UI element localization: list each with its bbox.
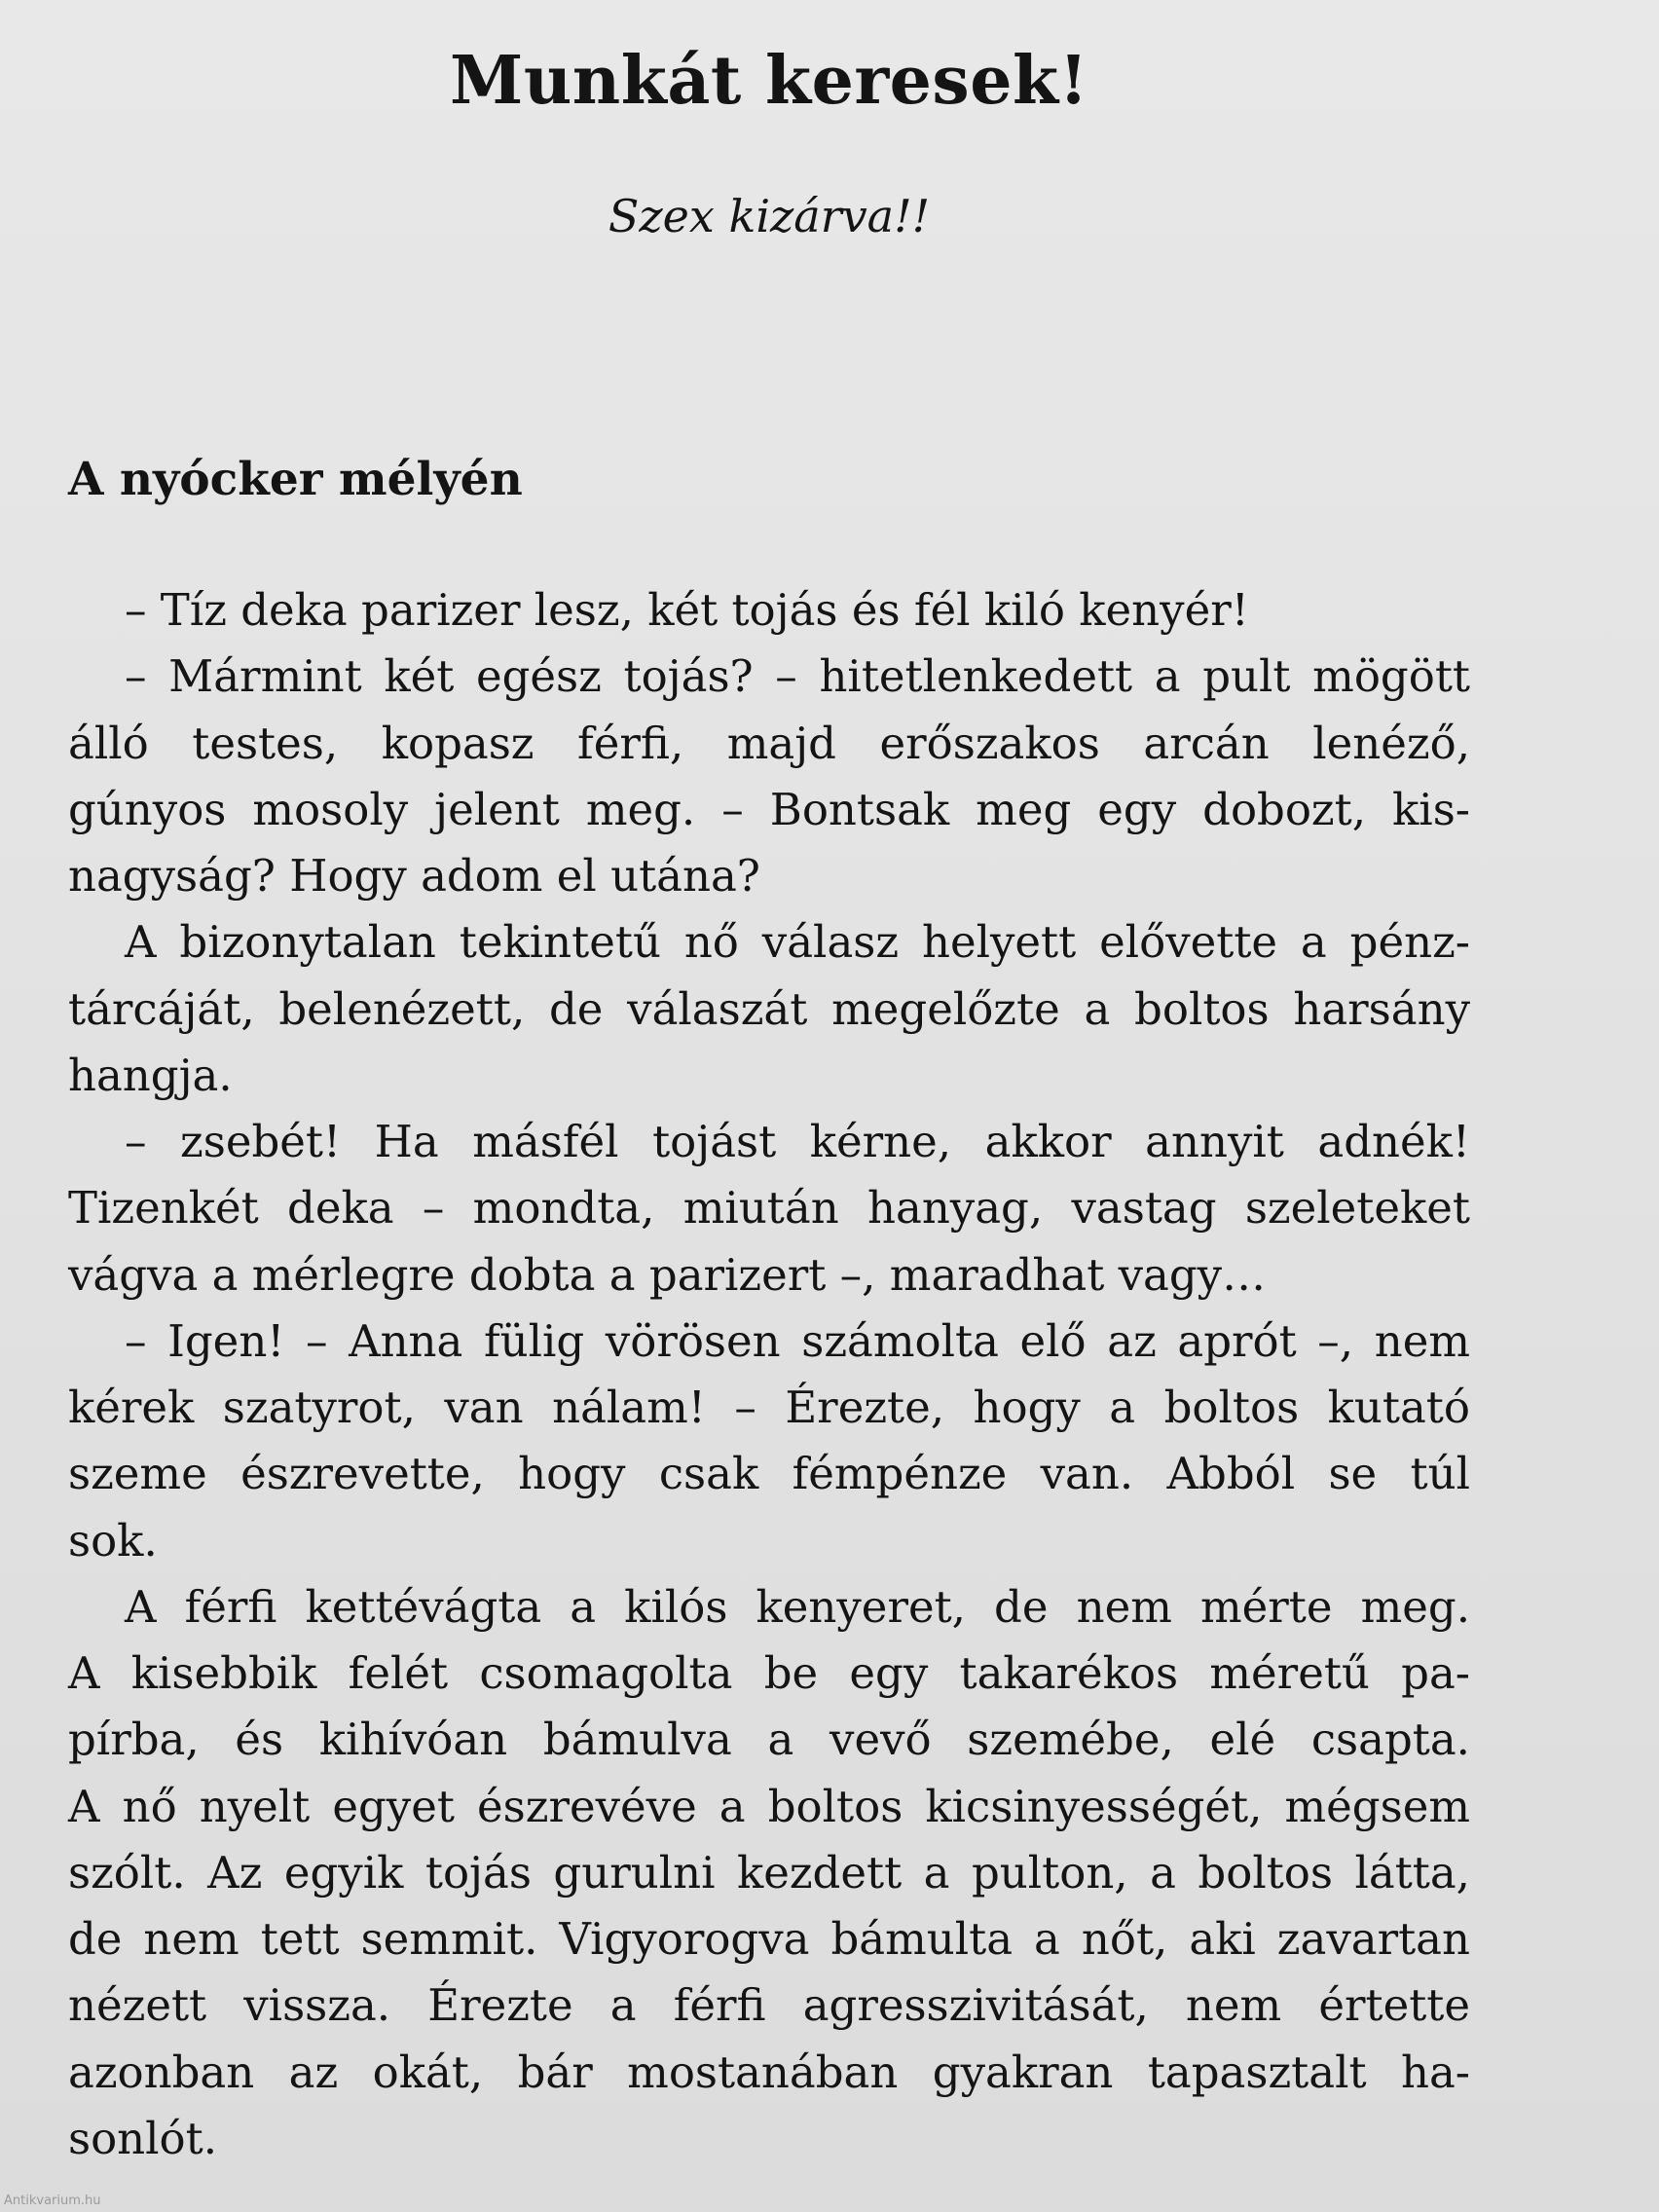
text-line: vágva a mérlegre dobta a parizert –, maradhat vagy… (68, 1248, 1267, 1301)
text-line: szólt. Az egyik tojás gurulni kezdett a pulton, a boltos látta, (68, 1846, 1470, 1899)
chapter-title: Munkát keresek! (450, 42, 1088, 120)
text-line: A nő nyelt egyet észrevéve a boltos kicsinyességét, mégsem (68, 1780, 1470, 1832)
watermark: Antikvarium.hu (4, 2194, 101, 2208)
text-line: álló testes, kopasz férfi, majd erőszakos arcán lenéző, (68, 717, 1470, 769)
text-line: sonlót. (68, 2112, 218, 2164)
text-line: Tizenkét deka – mondta, miután hanyag, vastag szeleteket (68, 1182, 1470, 1235)
text-line: szeme észrevette, hogy csak fémpénze van. Abból se túl (68, 1448, 1470, 1500)
text-line: – Mármint két egész tojás? – hitetlenkedett a pult mögött (125, 650, 1470, 703)
text-line: nézett vissza. Érezte a férfi agresszivitását, nem értette (68, 1979, 1470, 2032)
text-line: pírba, és kihívóan bámulva a vevő szemébe, elé csapta. (68, 1714, 1470, 1766)
text-line: sok. (68, 1514, 158, 1567)
body-text (68, 577, 1470, 2172)
text-line: A kisebbik felét csomagolta be egy takarékos méretű pa- (68, 1647, 1470, 1699)
chapter-subtitle: Szex kizárva!! (608, 190, 931, 242)
section-heading: A nyócker mélyén (68, 453, 523, 506)
text-line: – Igen! – Anna fülig vörösen számolta elő az aprót –, nem (125, 1314, 1470, 1367)
text-line: nagyság? Hogy adom el utána? (68, 850, 760, 902)
text-line: gúnyos mosoly jelent meg. – Bontsak meg egy dobozt, kis- (68, 783, 1470, 835)
text-line: azonban az okát, bár mostanában gyakran tapasztalt ha- (68, 2046, 1470, 2098)
text-line: de nem tett semmit. Vigyorogva bámulta a nőt, aki zavartan (68, 1913, 1470, 1965)
text-line: tárcáját, belenézett, de válaszát megelőzte a boltos harsány (68, 982, 1470, 1035)
text-line: A bizonytalan tekintetű nő válasz helyett elővette a pénz- (125, 916, 1470, 969)
text-line: – zsebét! Ha másfél tojást kérne, akkor annyit adnék! (125, 1116, 1470, 1167)
text-line: hangja. (68, 1049, 233, 1101)
text-line: kérek szatyrot, van nálam! – Érezte, hogy a boltos kutató (68, 1382, 1470, 1433)
text-line: – Tíz deka parizer lesz, két tojás és fél kiló kenyér! (125, 584, 1249, 636)
text-line: A férfi kettévágta a kilós kenyeret, de nem mérte meg. (125, 1580, 1470, 1633)
